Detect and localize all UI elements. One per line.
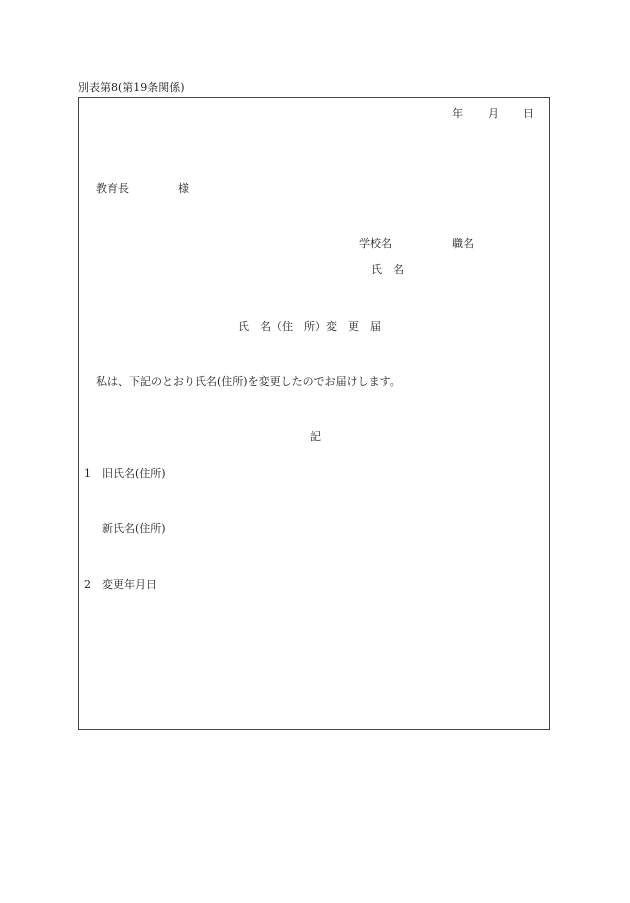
addressee-honorific: 様 — [178, 182, 189, 195]
item-label-new-name-address: 新氏名(住所) — [102, 522, 166, 535]
item-number: 1 — [84, 467, 91, 480]
form-frame — [78, 97, 550, 730]
applicant-name-label: 氏 名 — [371, 263, 404, 276]
date-month-label: 月 — [488, 107, 499, 120]
item-number: 2 — [84, 578, 91, 591]
date-day-label: 日 — [523, 107, 534, 120]
form-header-label: 別表第8(第19条関係) — [78, 81, 185, 94]
item-label-change-date: 変更年月日 — [102, 578, 157, 591]
date-year-label: 年 — [452, 107, 463, 120]
school-name-label: 学校名 — [359, 237, 392, 250]
ki-heading: 記 — [310, 430, 321, 443]
statement-text: 私は、下記のとおり氏名(住所)を変更したのでお届けします。 — [96, 375, 401, 388]
item-label-old-name-address: 旧氏名(住所) — [102, 467, 166, 480]
form-title: 氏 名（住 所）変 更 届 — [238, 320, 381, 333]
position-label: 職名 — [452, 237, 474, 250]
addressee-title: 教育長 — [96, 182, 129, 195]
